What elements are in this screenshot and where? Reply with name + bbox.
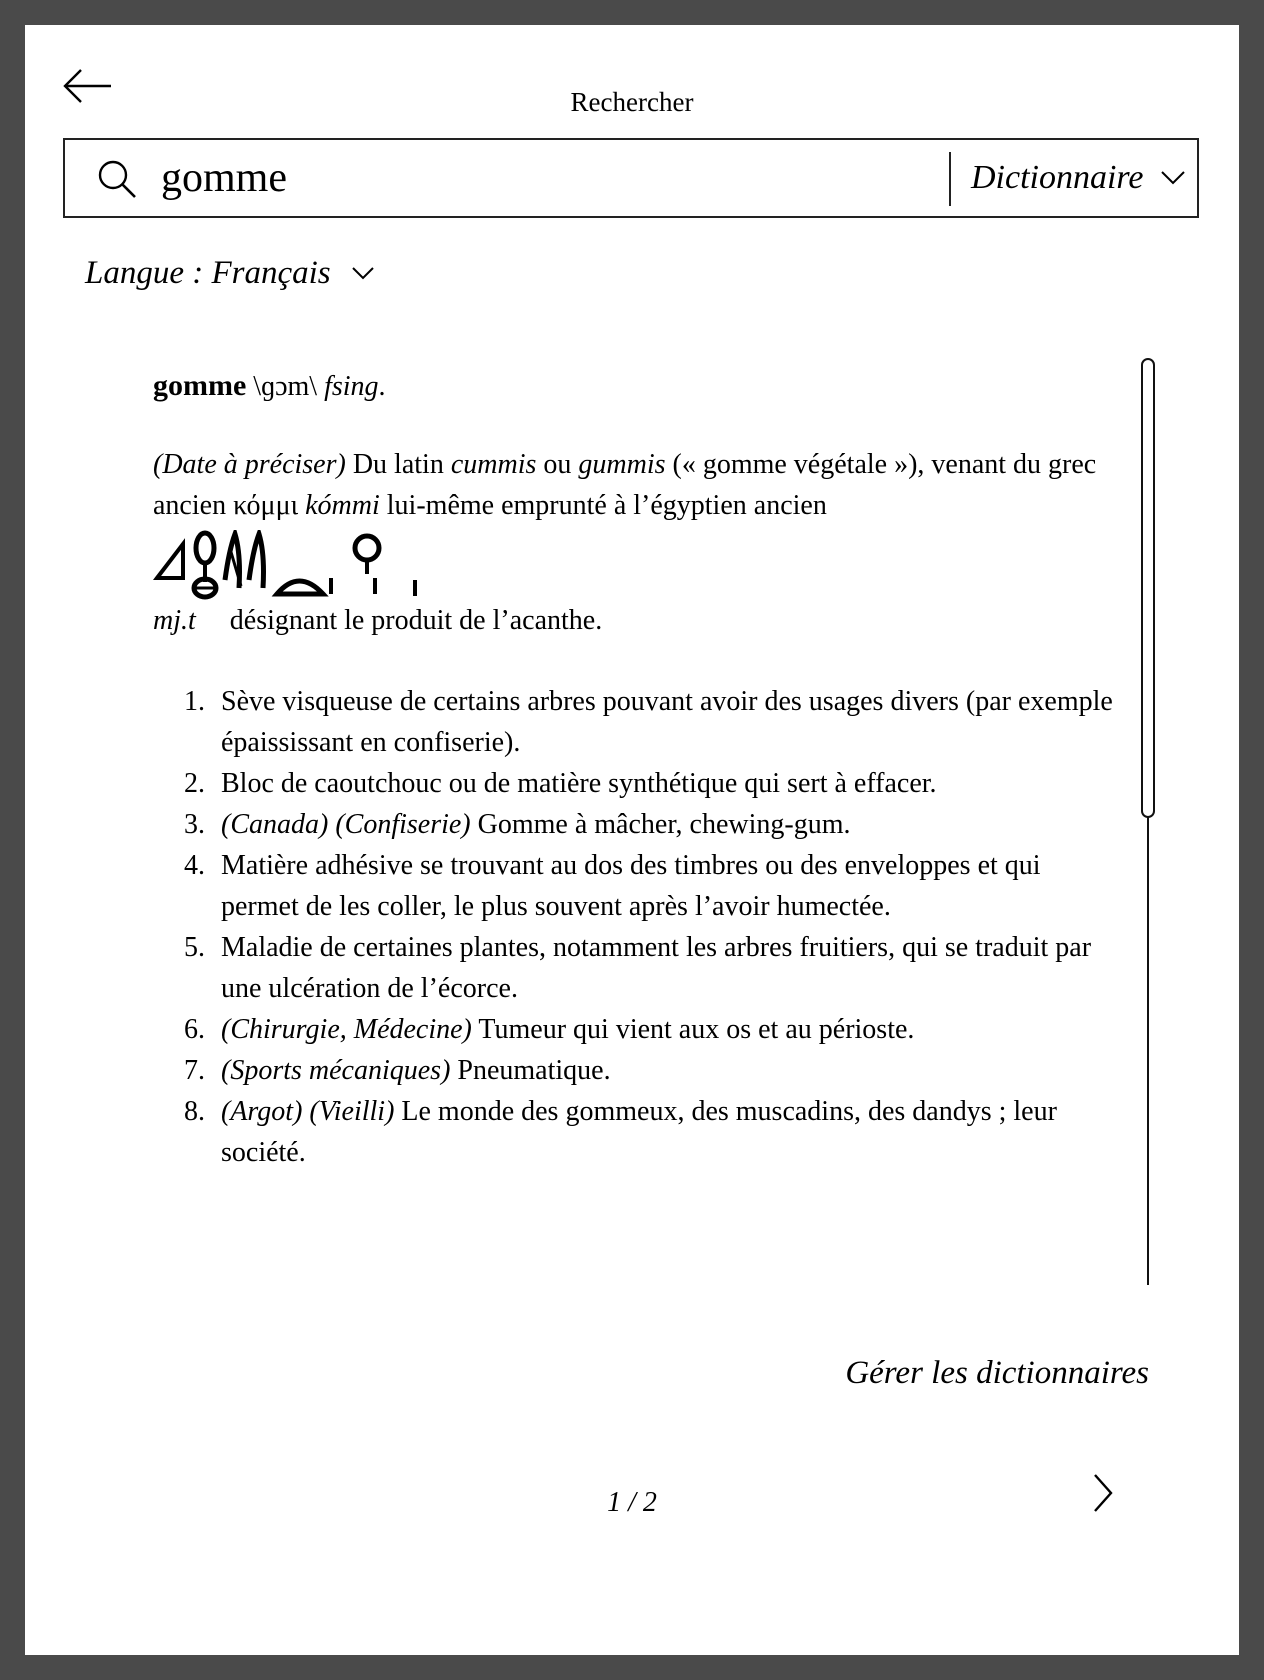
pronunciation: \ɡɔm\ <box>253 371 318 402</box>
definition-list <box>153 681 1113 1173</box>
definition-text: Matière adhésive se trouvant au dos des timbres ou des enveloppes et qui permet de les coller, le plus souvent après l’avoir humectée. <box>221 850 1041 922</box>
search-icon <box>95 157 139 201</box>
definition-number: 6. <box>184 1014 205 1045</box>
etymology-date-tag: (Date à préciser) <box>153 449 346 480</box>
etymology-text: (« gomme végétale »), venant du grec ancien κόμμι <box>153 449 1097 521</box>
entry-header <box>153 365 1113 407</box>
etymology-text: lui-même emprunté à l’égyptien ancien <box>379 490 827 521</box>
definition-tag: (Canada) (Confiserie) <box>221 809 471 840</box>
language-selector[interactable] <box>85 255 385 292</box>
definition-item <box>153 927 1113 1009</box>
search-mode-dropdown[interactable] <box>965 140 1197 216</box>
definition-number: 8. <box>184 1096 205 1127</box>
etymology-text: Du latin <box>345 449 451 480</box>
definition-number: 1. <box>184 686 205 717</box>
search-divider <box>949 152 951 206</box>
definition-item <box>153 845 1113 927</box>
search-bar <box>63 138 1199 218</box>
definition-number: 2. <box>184 768 205 799</box>
pos-suffix: . <box>378 371 386 402</box>
chevron-down-icon <box>1154 166 1194 190</box>
definition-number: 7. <box>184 1055 205 1086</box>
definition-number: 3. <box>184 809 205 840</box>
definition-text: Gomme à mâcher, chewing-gum. <box>470 809 851 840</box>
manage-dictionaries-link[interactable]: Gérer les dictionnaires <box>845 1355 1149 1391</box>
definition-text: Sève visqueuse de certains arbres pouvant avoir des usages divers (par exemple épaississant en confiserie). <box>221 686 1113 758</box>
chevron-right-icon <box>1073 1463 1133 1523</box>
search-input[interactable] <box>161 150 841 206</box>
definition-number: 4. <box>184 850 205 881</box>
definition-tag: (Chirurgie, Médecine) <box>221 1014 472 1045</box>
definition-text: Bloc de caoutchouc ou de matière synthétique qui sert à effacer. <box>221 768 937 799</box>
dictionary-screen <box>25 25 1239 1655</box>
etymology-word: kómmi <box>305 490 380 521</box>
definition-content <box>153 365 1113 1173</box>
scrollbar-thumb[interactable] <box>1141 358 1155 818</box>
search-mode-label: Dictionnaire <box>971 159 1144 196</box>
definition-text: Tumeur qui vient aux os et au périoste. <box>471 1014 915 1045</box>
etymology <box>153 444 1113 526</box>
definition-text: Maladie de certaines plantes, notamment les arbres fruitiers, qui se traduit par une ulcération de l’écorce. <box>221 932 1092 1004</box>
etymology-word: cummis <box>450 449 537 480</box>
chevron-down-icon <box>345 262 385 286</box>
hieroglyphs-image <box>153 530 453 600</box>
hieroglyph-caption <box>153 600 1113 641</box>
hieroglyph-gloss: désignant le produit de l’acanthe. <box>229 605 603 636</box>
part-of-speech: fsing <box>324 371 379 402</box>
etymology-text: ou <box>536 449 579 480</box>
definition-item <box>153 1009 1113 1050</box>
definition-item <box>153 1050 1113 1091</box>
language-label: Langue : Français <box>85 255 331 291</box>
page-title: Rechercher <box>570 87 694 117</box>
definition-item <box>153 763 1113 804</box>
definition-number: 5. <box>184 932 205 963</box>
headword: gomme <box>153 369 247 402</box>
etymology-word: gummis <box>578 449 666 480</box>
definition-text: Pneumatique. <box>450 1055 611 1086</box>
definition-item <box>153 1091 1113 1173</box>
definition-item <box>153 804 1113 845</box>
definition-tag: (Sports mécaniques) <box>221 1055 451 1086</box>
next-page-button[interactable] <box>1073 1463 1133 1523</box>
definition-text: Le monde des gommeux, des muscadins, des dandys ; leur société. <box>221 1096 1057 1168</box>
definition-item <box>153 681 1113 763</box>
page-indicator: 1 / 2 <box>607 1487 657 1518</box>
transliteration: mj.t <box>153 605 196 636</box>
definition-tag: (Argot) (Vieilli) <box>221 1096 395 1127</box>
